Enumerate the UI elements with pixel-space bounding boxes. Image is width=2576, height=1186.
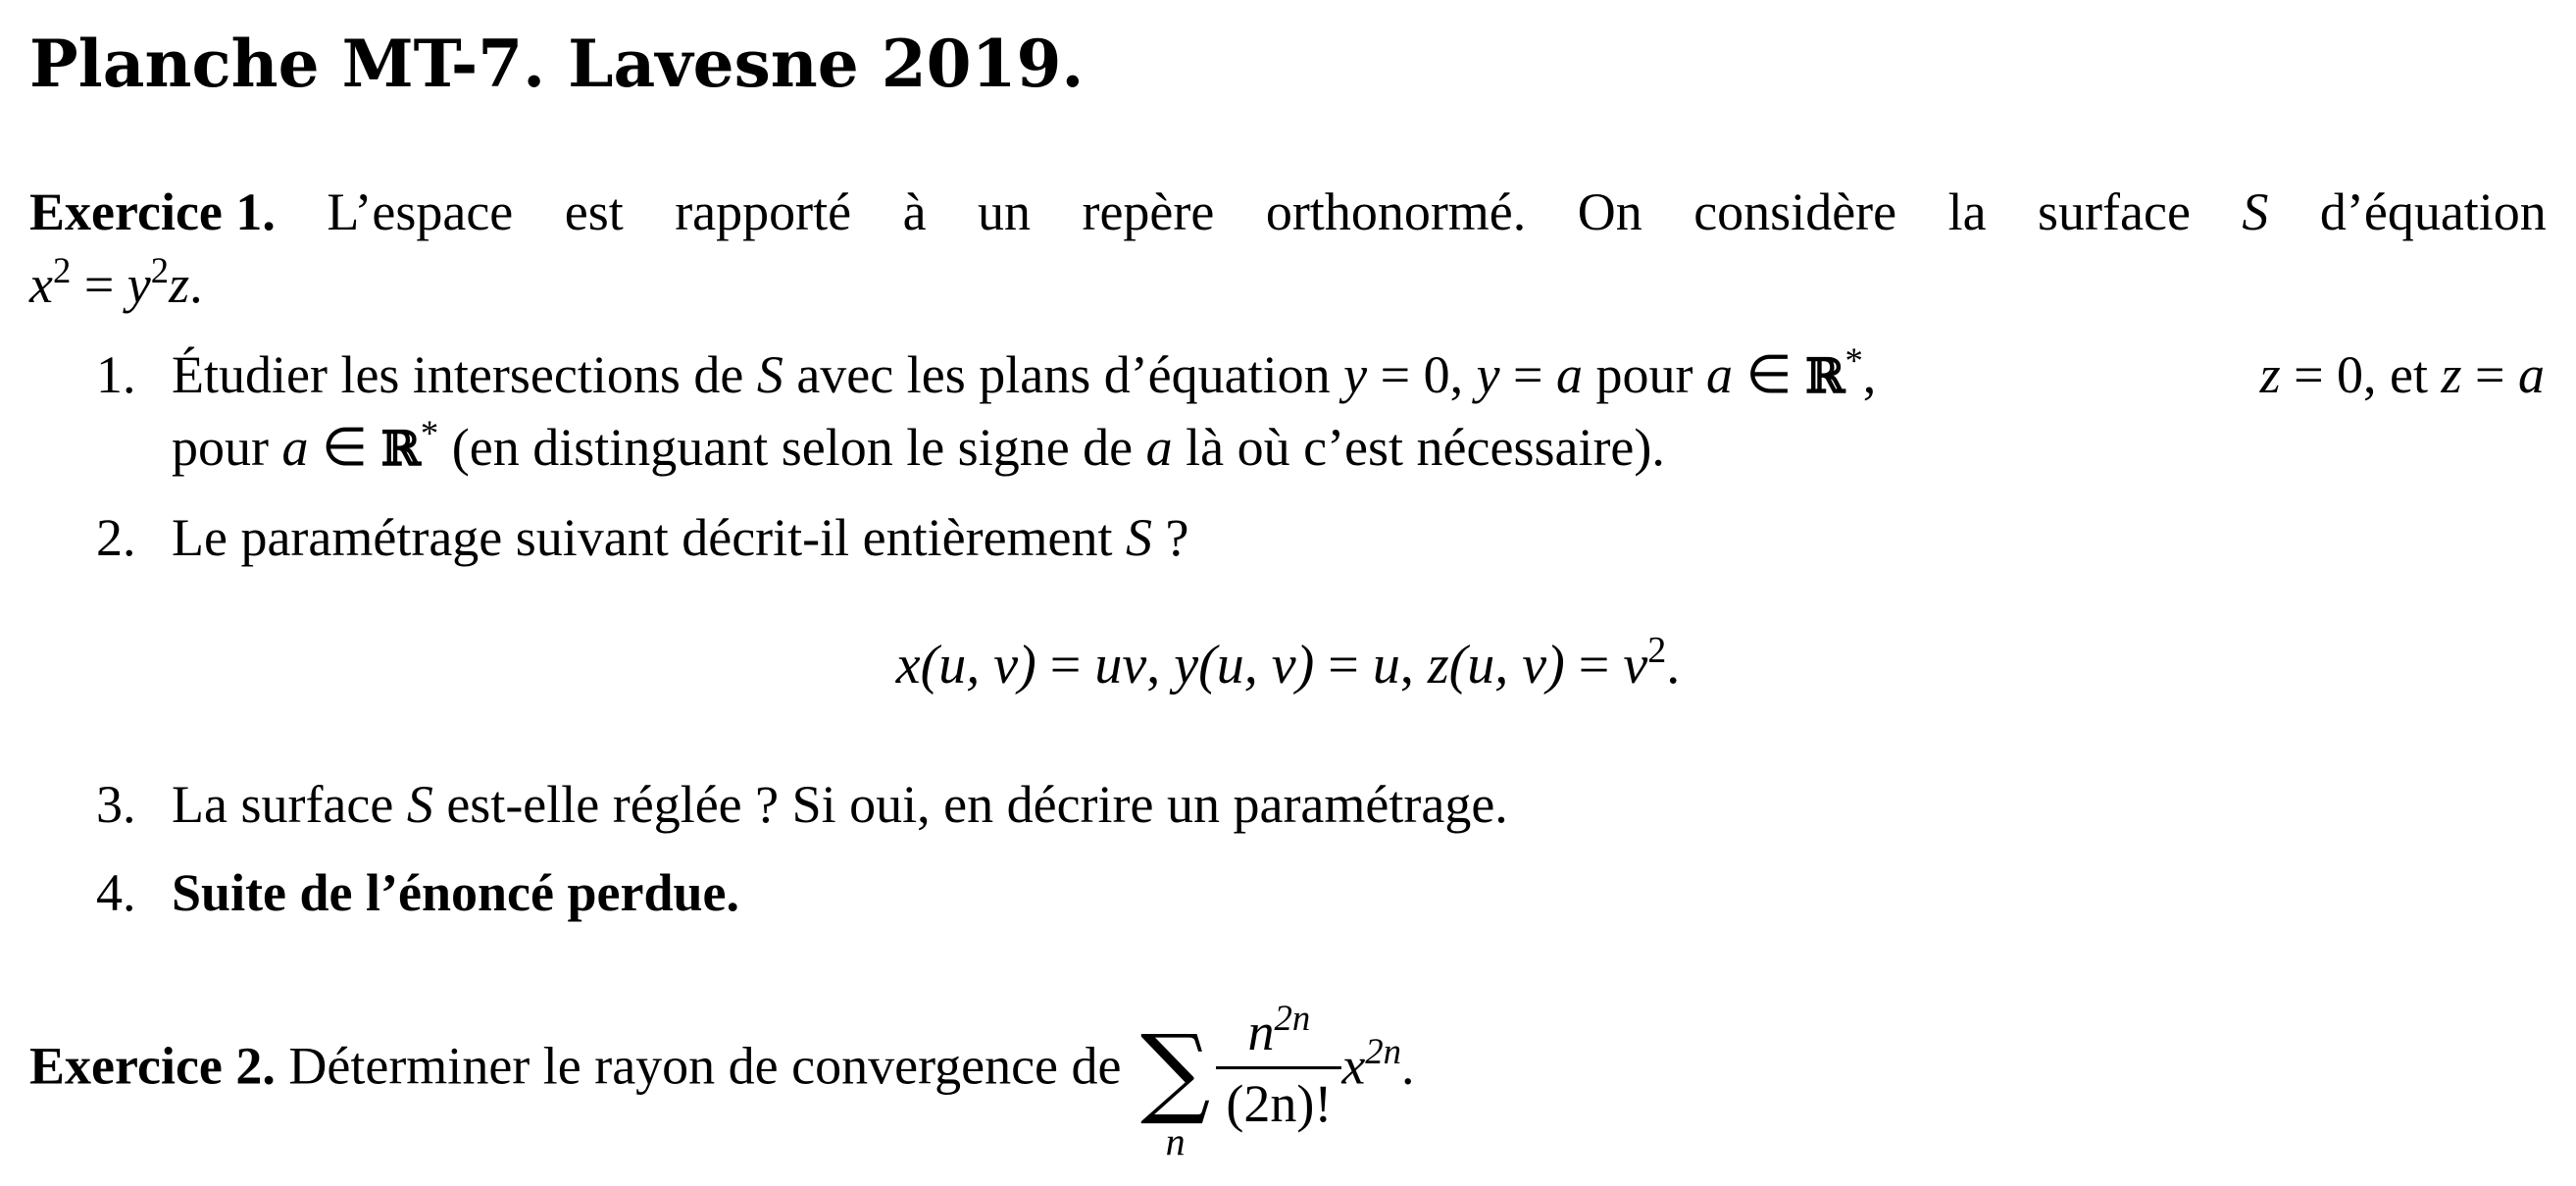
text-run: (en distinguant selon le signe de: [438, 418, 1146, 477]
ex1-surface-equation: [29, 249, 203, 320]
ex1-word: orthonormé.: [1265, 182, 1527, 241]
math-a: a: [1706, 345, 1733, 404]
math-x: x: [1341, 1036, 1366, 1096]
math-eq: =: [1564, 635, 1624, 696]
math-z: z: [1427, 635, 1449, 696]
math-eq: =: [1314, 635, 1373, 696]
item-1-line-2: [172, 412, 1665, 485]
math-reals: ℝ: [1805, 348, 1845, 404]
sigma-symbol: ∑: [1139, 1013, 1211, 1128]
math-z: z: [2259, 345, 2281, 404]
math-a: a: [2518, 345, 2545, 404]
math-S: S: [756, 345, 783, 404]
ex2-label: Exercice 2.: [29, 1036, 276, 1096]
math-factorial: (2n)!: [1226, 1073, 1333, 1133]
ex1-word: considère: [1693, 182, 1897, 241]
math-period: .: [1666, 635, 1681, 696]
math-n: n: [1247, 1002, 1275, 1061]
math-x: x: [895, 635, 921, 696]
text-run: ,: [1862, 345, 1877, 404]
ex1-word-math: S: [2242, 182, 2269, 241]
ex1-word: rapporté: [675, 182, 852, 241]
item-1-line-1: [172, 339, 2545, 412]
math-eq: =: [1035, 635, 1095, 696]
text-run: Le paramétrage suivant décrit-il entièrement: [172, 508, 1127, 567]
text-run: = 0,: [1367, 345, 1477, 404]
math-y: y: [126, 255, 151, 314]
text-run: avec les plans d’équation: [783, 345, 1344, 404]
ex1-word: On: [1577, 182, 1642, 241]
math-reals: ℝ: [380, 421, 421, 477]
math-comma: ,: [1146, 635, 1175, 696]
fraction-denominator: [1216, 1066, 1341, 1134]
text-run: pour: [172, 418, 282, 477]
math-z: z: [2441, 345, 2462, 404]
math-v: v: [1623, 635, 1648, 696]
ex1-word: un: [978, 182, 1032, 241]
sum-operator: [1139, 1013, 1211, 1163]
ex1-word: à: [902, 182, 927, 241]
ex2-line: [29, 997, 1415, 1163]
ex1-word: d’équation: [2319, 182, 2547, 241]
item-number-4: 4.: [96, 863, 136, 922]
ex1-intro-line: [29, 177, 2547, 247]
math-comma: ,: [1399, 635, 1428, 696]
text-run: ?: [1152, 508, 1189, 567]
text-run: Étudier les intersections de: [172, 345, 757, 404]
math-S: S: [1126, 508, 1153, 567]
ex1-word: L’espace: [327, 182, 514, 241]
item-number-1: 1.: [96, 345, 136, 404]
text-run: est-elle réglée ? Si oui, en décrire un paramétrage.: [432, 775, 1508, 834]
math-exp: 2: [1647, 630, 1667, 672]
fraction-numerator: [1237, 997, 1320, 1066]
page-title: Planche MT-7. Lavesne 2019.: [29, 26, 1085, 102]
math-star: *: [420, 412, 439, 453]
math-z: z: [169, 255, 190, 314]
math-args: (u, v): [1198, 635, 1315, 696]
math-a: a: [1556, 345, 1584, 404]
math-exp: 2: [52, 249, 72, 290]
text-run: La surface: [172, 775, 407, 834]
item-2-text: [172, 502, 1189, 573]
text-run: pour: [1583, 345, 1706, 404]
text-run: = 0, et: [2280, 345, 2442, 404]
math-exp: 2n: [1365, 1031, 1401, 1072]
math-y: y: [1174, 635, 1199, 696]
text-run: ∈: [1733, 345, 1806, 404]
math-star: *: [1844, 339, 1863, 381]
math-period: .: [1401, 1036, 1415, 1096]
math-exp: 2: [150, 249, 170, 290]
item-number-2: 2.: [96, 508, 136, 567]
ex1-word: surface: [2038, 182, 2191, 241]
math-u: u: [1372, 635, 1400, 696]
math-period: .: [189, 255, 203, 314]
ex1-word: la: [1947, 182, 1987, 241]
text-run: =: [1499, 345, 1557, 404]
item-3-text: [172, 769, 1508, 840]
math-S: S: [406, 775, 433, 834]
ex1-label-wrap: [29, 177, 276, 247]
item-1-tail: [2260, 339, 2545, 412]
math-uv: uv: [1094, 635, 1147, 696]
math-y: y: [1343, 345, 1368, 404]
ex2-text: Déterminer le rayon de convergence de: [275, 1036, 1135, 1096]
ex1-word: est: [564, 182, 624, 241]
math-x: x: [29, 255, 53, 314]
item-4-text: Suite de l’énoncé perdue.: [172, 863, 739, 922]
math-args: (u, v): [1448, 635, 1565, 696]
text-run: là où c’est nécessaire).: [1172, 418, 1665, 477]
math-y: y: [1476, 345, 1500, 404]
text-run: ∈: [308, 418, 381, 477]
ex1-word: repère: [1082, 182, 1215, 241]
item-number-3: 3.: [96, 775, 136, 834]
item-1-text: [172, 339, 1876, 412]
parametrization-equation: [0, 630, 2576, 700]
math-args: (u, v): [920, 635, 1036, 696]
sum-index: n: [1165, 1119, 1186, 1163]
fraction: [1216, 997, 1341, 1134]
math-eq: =: [71, 255, 127, 314]
math-a: a: [281, 418, 309, 477]
math-exp: 2n: [1274, 997, 1311, 1038]
ex1-label: Exercice 1.: [29, 182, 276, 241]
math-a: a: [1145, 418, 1173, 477]
text-run: =: [2461, 345, 2518, 404]
